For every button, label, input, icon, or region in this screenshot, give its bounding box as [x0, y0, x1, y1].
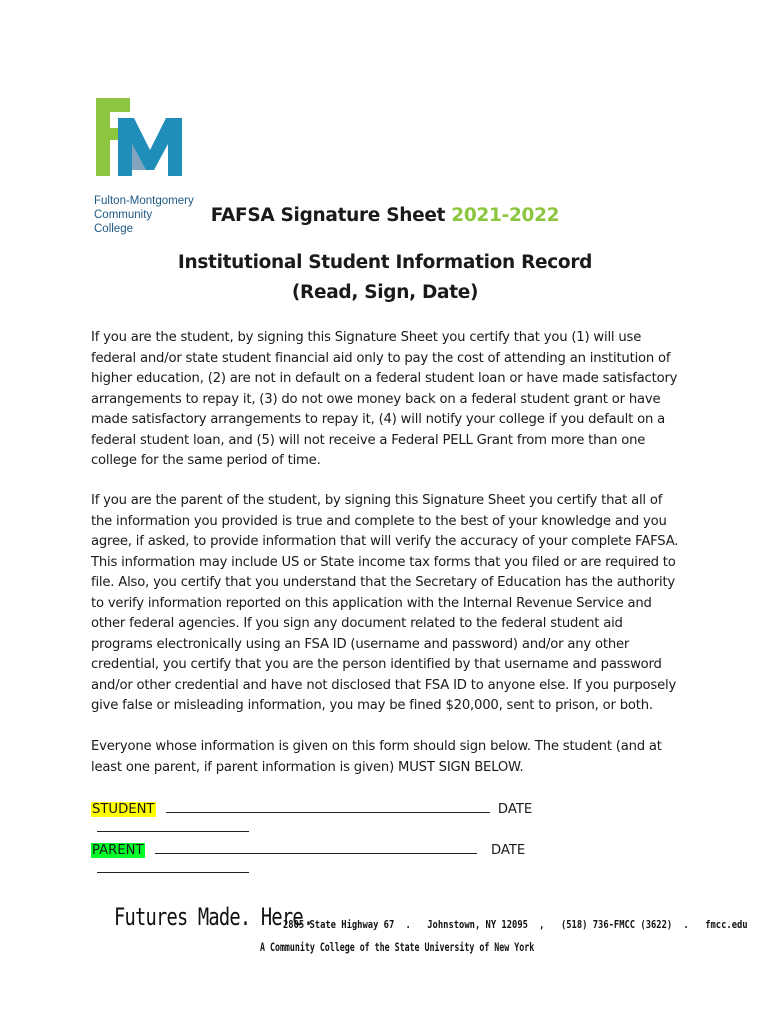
- logo-line-1: Fulton-Montgomery: [94, 195, 194, 207]
- title-year: 2021-2022: [451, 205, 560, 226]
- student-label: STUDENT: [92, 802, 155, 817]
- parent-signature-row: [91, 839, 681, 859]
- subtitle-line-2: (Read, Sign, Date): [291, 282, 479, 303]
- footer-tagline: Futures Made. Here.: [114, 903, 314, 931]
- footer-city: Johnstown, NY 12095: [427, 918, 528, 931]
- page-title: [0, 205, 770, 226]
- parent-label: PARENT: [92, 843, 144, 858]
- parent-certification-paragraph: If you are the parent of the student, by signing this Signature Sheet you certify that all of the information you provided is true and complete to the best of your knowledge and you agree, if asked, to provide information that will verify the accuracy of your complete FAFSA. This information may include US or State income tax forms that you filed or are required to file. Also, you certify that you understand that the Secretary of Education has the authority to verify information reported on this application with the Internal Revenue Service and other federal agencies. If you sign any document related to the federal student aid programs electronically using an FSA ID (username and password) and/or any other credential, you certify that you are the person identified by that username and password and/or other credential and have not disclosed that FSA ID to anyone else. If you purposely give false or misleading information, you may be fined $20,000, sent to prison, or both.: [91, 493, 679, 713]
- signing-instructions-paragraph: Everyone whose information is given on this form should sign below. The student (and at least one parent, if parent information is given) MUST SIGN BELOW.: [91, 739, 662, 775]
- footer-contact: 2805 State Highway 67 . Johnstown, NY 12095 , (518) 736-FMCC (3622) . fmcc.edu: [283, 918, 748, 931]
- footer-phone: (518) 736-FMCC (3622): [560, 918, 673, 931]
- student-signature-field[interactable]: [166, 798, 490, 813]
- logo-line-2: Community College: [94, 209, 153, 235]
- footer-address: 2805 State Highway 67: [283, 918, 395, 931]
- student-date-field[interactable]: [97, 817, 249, 832]
- footer-web: fmcc.edu: [705, 918, 748, 931]
- footer-suny: A Community College of the State University of New York: [260, 940, 535, 954]
- page-subtitle: [0, 248, 770, 308]
- parent-date-label: DATE: [490, 843, 526, 858]
- fm-logo-icon: [94, 98, 190, 178]
- subtitle-line-1: Institutional Student Information Record: [177, 252, 593, 273]
- title-text: FAFSA Signature Sheet: [210, 205, 446, 226]
- student-signature-row: [91, 798, 681, 818]
- parent-date-field[interactable]: [97, 858, 249, 873]
- student-certification-paragraph: If you are the student, by signing this Signature Sheet you certify that you (1) will use federal and/or state student financial aid only to pay the cost of attending an institution of higher education, (2) are not in default on a federal student loan or have made satisfactory arrangements to repay it, (3) do not owe money back on a federal student grant or have made satisfactory arrangements to repay it, (4) will notify your college if you default on a federal student loan, and (5) will not receive a Federal PELL Grant from more than one college for the same period of time.: [91, 330, 678, 468]
- student-date-label: DATE: [497, 802, 533, 817]
- parent-signature-field[interactable]: [155, 839, 477, 854]
